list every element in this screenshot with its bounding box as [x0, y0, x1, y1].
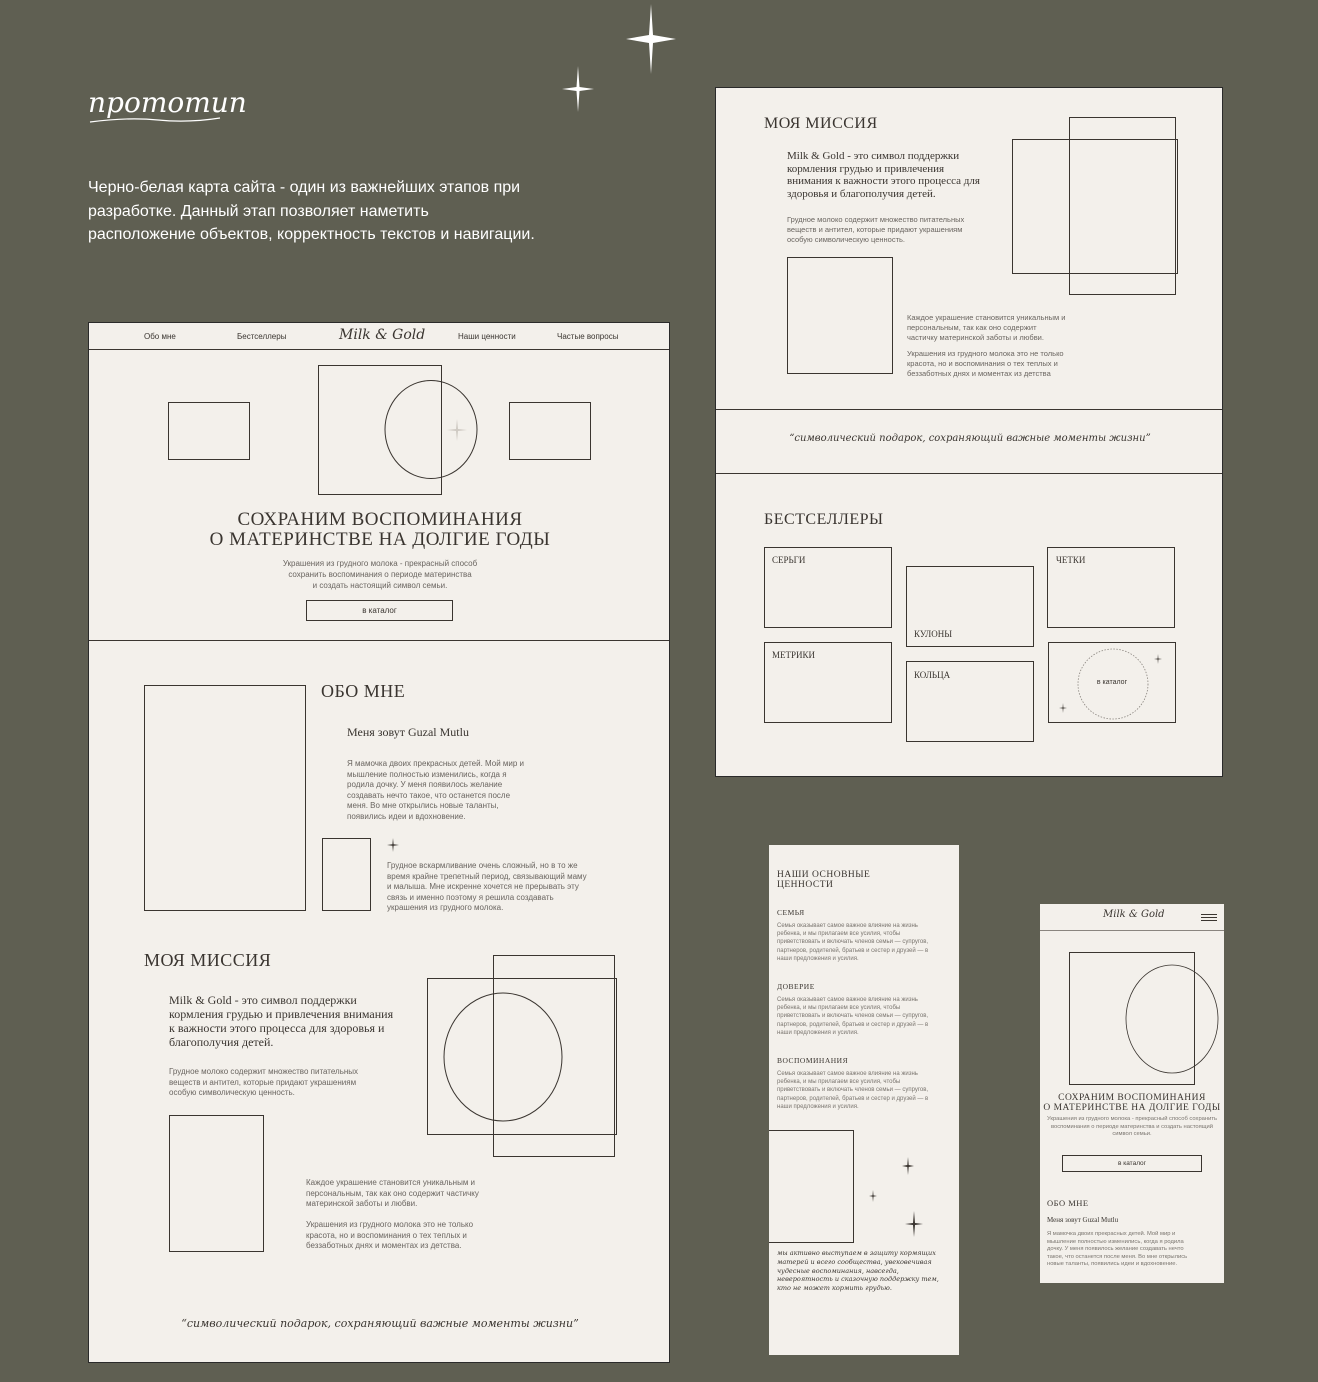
- circle-shape: [442, 991, 564, 1123]
- mobile-prototype-values: [769, 845, 959, 1355]
- underline-decoration: [88, 115, 223, 125]
- mission-lead: Milk & Gold - это символ поддержки кормления грудью и привлечения внимания к важности этого процесса для здоровья и благополучия детей.: [787, 150, 980, 200]
- circle-shape: [1124, 963, 1220, 1075]
- about-title: ОБО МНЕ: [321, 681, 406, 701]
- nav-faq[interactable]: Частые вопросы: [557, 332, 619, 341]
- hero-title-1: СОХРАНИМ ВОСПОМИНАНИЯ: [237, 509, 523, 530]
- sparkle-icon: [1154, 654, 1162, 664]
- sparkle-icon: [626, 4, 676, 74]
- mission-text-1: Грудное молоко содержит множество питательных веществ и антител, которые придают украшениям особую символическую ценность.: [169, 1067, 359, 1097]
- hero-text-1: Украшения из грудного молока - прекрасный способ: [282, 559, 478, 568]
- sparkle-icon: [1059, 703, 1067, 713]
- nav-about[interactable]: Обо мне: [144, 332, 176, 341]
- logo[interactable]: Milk & Gold: [1103, 909, 1165, 920]
- bestsellers-title: БЕСТСЕЛЛЕРЫ: [764, 511, 884, 528]
- memories-text: Семья оказывает самое важное влияние на жизнь ребенка, и мы прилагаем все усилия, чтобы приветствовать и включать членов семьи — супругов, партнеров, родителей, братьев и сестер и друзей — в наши предложения и усилия.: [777, 1071, 929, 1110]
- catalog-button[interactable]: в каталог: [1062, 1155, 1202, 1172]
- catalog-link[interactable]: в каталог: [1096, 679, 1128, 686]
- quote: “символический подарок, сохраняющий важные моменты жизни”: [789, 433, 1151, 444]
- image-placeholder: [1012, 139, 1178, 274]
- mission-text-3: Украшения из грудного молока это не только красота, но и воспоминания о тех теплых и беззаботных днях и моментах из детства.: [306, 1220, 474, 1250]
- image-placeholder: [769, 1130, 854, 1243]
- mission-lead: Milk & Gold - это символ поддержки кормления грудью и привлечения внимания к важности этого процесса для здоровья и благополучия детей.: [169, 993, 394, 1049]
- about-text: Я мамочка двоих прекрасных детей. Мой мир и мышление полностью изменились, когда я родила дочку. У меня появилось желание создавать нечто такое, что останется после меня. Во мне открылись новые таланты, появились идеи и вдохновение.: [1047, 1231, 1188, 1267]
- menu-icon[interactable]: [1201, 914, 1217, 921]
- about-text-2: Грудное вскармливание очень сложный, но в то же время крайне трепетный период, связывающий маму и малыша. Мне искренне хочется не прерывать эту связь и именно поэтому я решила создавать украшения из грудного молока.: [387, 861, 587, 912]
- mission-text-1: Грудное молоко содержит множество питательных веществ и антител, которые придают украшениям особую символическую ценность.: [787, 215, 965, 244]
- mission-text-3: Украшения из грудного молока это не только красота, но и воспоминания о тех теплых и беззаботных днях и моментах из детства: [907, 349, 1064, 378]
- family-title: СЕМЬЯ: [777, 908, 805, 917]
- category-label: ЧЕТКИ: [1056, 555, 1086, 565]
- about-title: ОБО МНЕ: [1047, 1198, 1089, 1208]
- nav-values[interactable]: Наши ценности: [458, 332, 516, 341]
- hero-title-1: СОХРАНИМ ВОСПОМИНАНИЯ: [1058, 1093, 1206, 1103]
- image-placeholder: [169, 1115, 264, 1252]
- trust-text: Семья оказывает самое важное влияние на жизнь ребенка, и мы прилагаем все усилия, чтобы приветствовать и включать членов семьи — супругов, партнеров, родителей, братьев и сестер и друзей — в наши предложения и усилия.: [777, 997, 929, 1036]
- catalog-card[interactable]: [1048, 642, 1176, 723]
- category-metrics[interactable]: [764, 642, 892, 723]
- intro-description: Черно-белая карта сайта - один из важнейших этапов при разработке. Данный этап позволяет наметить расположение объектов, корректность текстов и навигации.: [88, 179, 535, 243]
- mission-text-2: Каждое украшение становится уникальным и персональным, так как оно содержит частичку материнской заботы и любви.: [306, 1178, 479, 1208]
- category-rosary[interactable]: [1047, 547, 1175, 628]
- about-text-1: Я мамочка двоих прекрасных детей. Мой мир и мышление полностью изменились, когда я родила дочку. У меня появилось желание создавать нечто такое, что останется после меня. Во мне открылись новые таланты, появились идеи и вдохновение.: [347, 759, 525, 821]
- category-label: КОЛЬЦА: [914, 670, 951, 680]
- image-placeholder: [322, 838, 371, 911]
- category-label: МЕТРИКИ: [772, 650, 816, 660]
- hero-title-2: О МАТЕРИНСТВЕ НА ДОЛГИЕ ГОДЫ: [209, 529, 551, 550]
- divider: [716, 409, 1223, 410]
- values-title-2: ЦЕННОСТИ: [777, 880, 834, 890]
- divider: [89, 349, 670, 350]
- sparkle-icon: [387, 838, 399, 852]
- about-subtitle: Меня зовут Guzal Mutlu: [1047, 1216, 1119, 1224]
- catalog-button[interactable]: в каталог: [306, 600, 453, 621]
- category-pendants[interactable]: [906, 566, 1034, 647]
- divider: [1040, 930, 1224, 931]
- values-script-text: мы активно выступаем в защиту кормящих матерей и всего сообщества, увековечивая чудесные воспоминания, навсегда, невероятность и сказочную поддержку тем, кто не может кормить грудью.: [777, 1249, 939, 1293]
- desktop-prototype-2: [715, 87, 1223, 777]
- family-text: Семья оказывает самое важное влияние на жизнь ребенка, и мы прилагаем все усилия, чтобы приветствовать и включать членов семьи — супругов, партнеров, родителей, братьев и сестер и друзей — в наши предложения и усилия.: [777, 923, 929, 962]
- category-earrings[interactable]: [764, 547, 892, 628]
- quote: “символический подарок, сохраняющий важные моменты жизни”: [181, 1317, 579, 1330]
- image-placeholder: [509, 402, 591, 460]
- image-placeholder: [787, 257, 893, 374]
- section-title: прототип: [88, 86, 247, 119]
- circle-shape: [383, 379, 479, 480]
- mobile-prototype-home: [1040, 904, 1224, 1283]
- category-label: КУЛОНЫ: [914, 629, 953, 639]
- sparkle-icon: [869, 1190, 877, 1202]
- memories-title: ВОСПОМИНАНИЯ: [777, 1056, 849, 1065]
- about-subtitle: Меня зовут Guzal Mutlu: [347, 725, 469, 739]
- category-label: СЕРЬГИ: [772, 555, 806, 565]
- sparkle-icon: [562, 66, 594, 112]
- mission-title: МОЯ МИССИЯ: [764, 115, 878, 132]
- category-rings[interactable]: [906, 661, 1034, 742]
- desktop-prototype: [88, 322, 670, 1363]
- hero-text-2: сохранить воспоминания о периоде материнства: [288, 570, 472, 579]
- image-placeholder: [168, 402, 250, 460]
- divider: [89, 640, 670, 641]
- hero-title-2: О МАТЕРИНСТВЕ НА ДОЛГИЕ ГОДЫ: [1043, 1103, 1221, 1113]
- divider: [716, 473, 1223, 474]
- hero-text-3: и создать настоящий символ семьи.: [312, 581, 448, 590]
- sparkle-icon: [905, 1211, 923, 1237]
- image-placeholder: [144, 685, 306, 911]
- mission-text-2: Каждое украшение становится уникальным и персональным, так как оно содержит частичку материнской заботы и любви.: [907, 313, 1066, 342]
- trust-title: ДОВЕРИЕ: [777, 982, 815, 991]
- sparkle-icon: [902, 1157, 914, 1175]
- logo[interactable]: Milk & Gold: [339, 327, 426, 343]
- mission-title: МОЯ МИССИЯ: [144, 950, 272, 970]
- nav-bestsellers[interactable]: Бестселлеры: [237, 332, 287, 341]
- hero-text: Украшения из грудного молока - прекрасный способ сохранить воспоминания о периоде материнства и создать настоящий символ семьи.: [1046, 1116, 1218, 1137]
- values-title-1: НАШИ ОСНОВНЫЕ: [777, 870, 871, 880]
